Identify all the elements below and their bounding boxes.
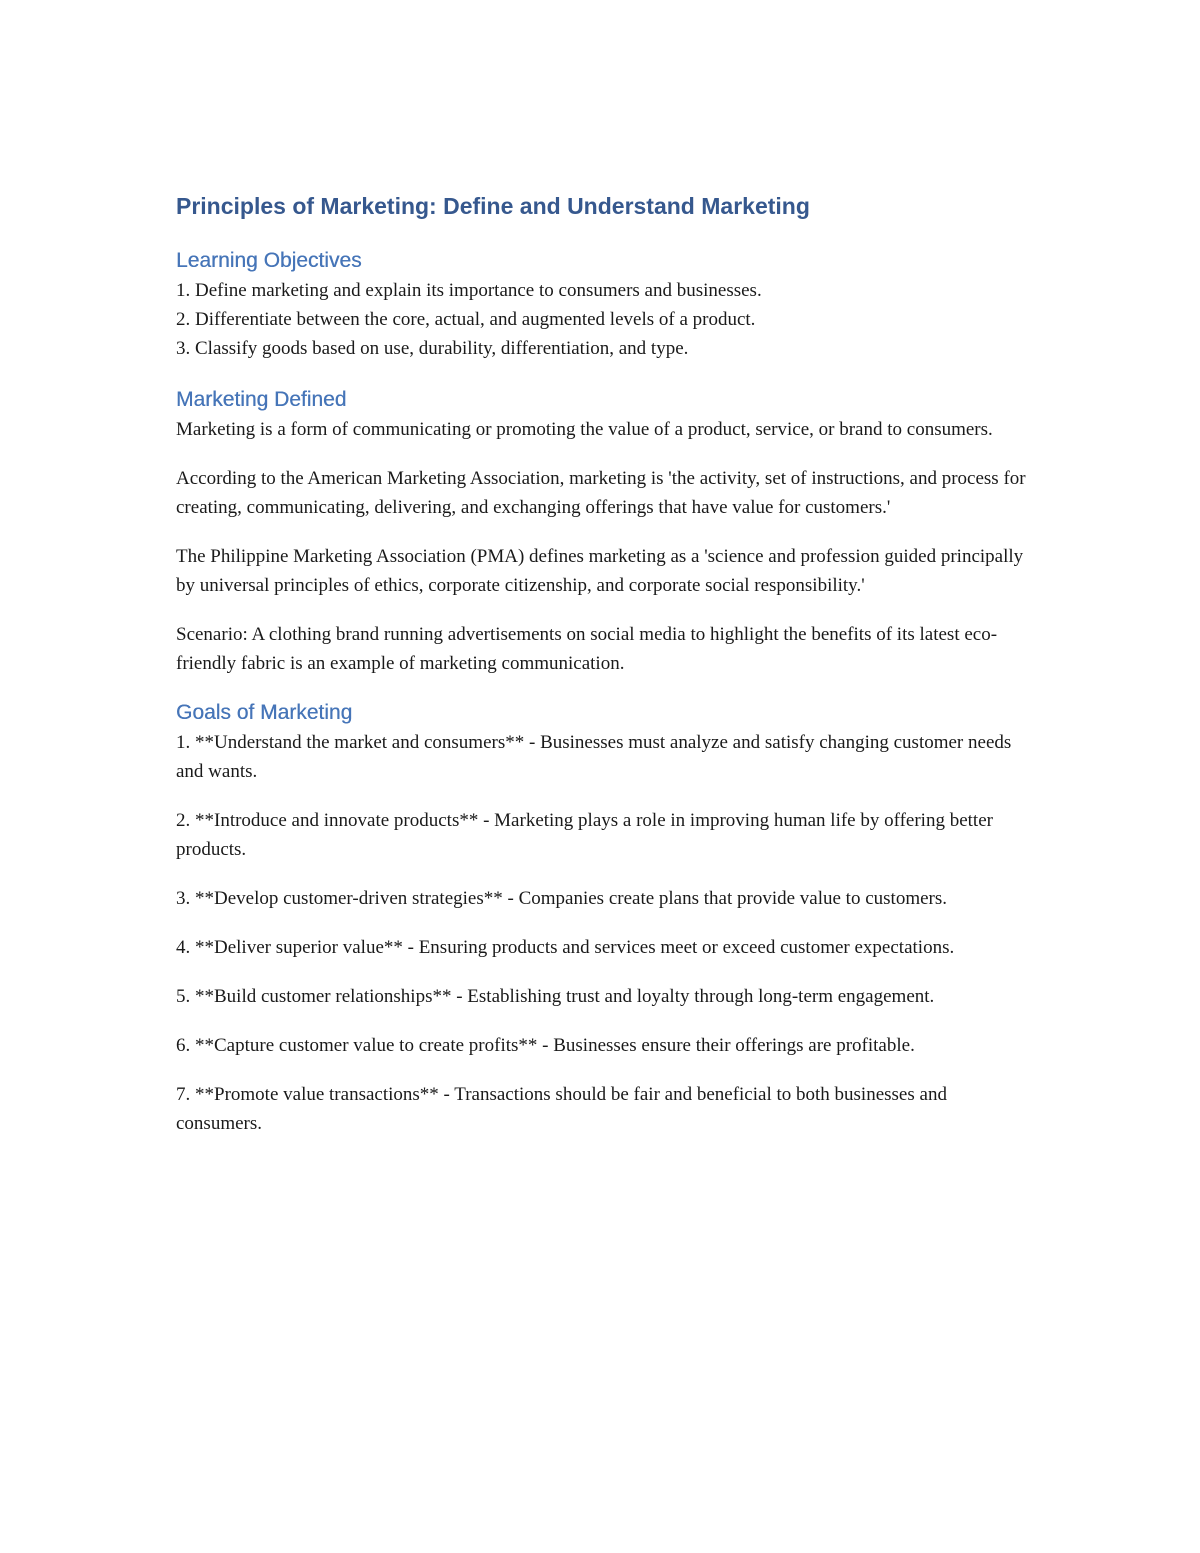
learning-objectives-section [176,246,1036,363]
goals-list [176,728,1036,1138]
definition-paragraph: Marketing is a form of communicating or promoting the value of a product, service, or brand to consumers. [176,419,993,440]
goal-item: 5. **Build customer relationships** - Establishing trust and loyalty through long-term engagement. [176,986,935,1007]
marketing-defined-paragraphs [176,415,1036,678]
marketing-defined-heading: Marketing Defined [176,388,347,411]
ama-definition-paragraph: According to the American Marketing Association, marketing is 'the activity, set of instructions, and process for creating, communicating, delivering, and exchanging offerings that have value for customers.' [176,468,1026,518]
objective-item: 2. Differentiate between the core, actual, and augmented levels of a product. [176,309,756,330]
goal-item: 4. **Deliver superior value** - Ensuring products and services meet or exceed customer expectations. [176,937,955,958]
goals-of-marketing-section [176,698,1036,1138]
scenario-paragraph: Scenario: A clothing brand running advertisements on social media to highlight the benefits of its latest eco-friendly fabric is an example of marketing communication. [176,624,998,674]
marketing-defined-section [176,385,1036,678]
goals-of-marketing-heading: Goals of Marketing [176,701,353,724]
goal-item: 6. **Capture customer value to create profits** - Businesses ensure their offerings are profitable. [176,1035,915,1056]
document-title: Principles of Marketing: Define and Understand Marketing [176,193,810,219]
pma-definition-paragraph: The Philippine Marketing Association (PMA) defines marketing as a 'science and profession guided principally by universal principles of ethics, corporate citizenship, and corporate social responsibility.' [176,546,1024,596]
goal-item: 3. **Develop customer-driven strategies** - Companies create plans that provide value to customers. [176,888,948,909]
objective-item: 1. Define marketing and explain its importance to consumers and businesses. [176,280,762,301]
objective-item: 3. Classify goods based on use, durability, differentiation, and type. [176,338,689,359]
learning-objectives-heading: Learning Objectives [176,249,362,272]
learning-objectives-list [176,276,1036,363]
goal-item: 1. **Understand the market and consumers** - Businesses must analyze and satisfy changing customer needs and wants. [176,732,1012,782]
document-body [176,190,1036,1158]
goal-item: 7. **Promote value transactions** - Transactions should be fair and beneficial to both businesses and consumers. [176,1084,947,1134]
goal-item: 2. **Introduce and innovate products** - Marketing plays a role in improving human life by offering better products. [176,810,993,860]
